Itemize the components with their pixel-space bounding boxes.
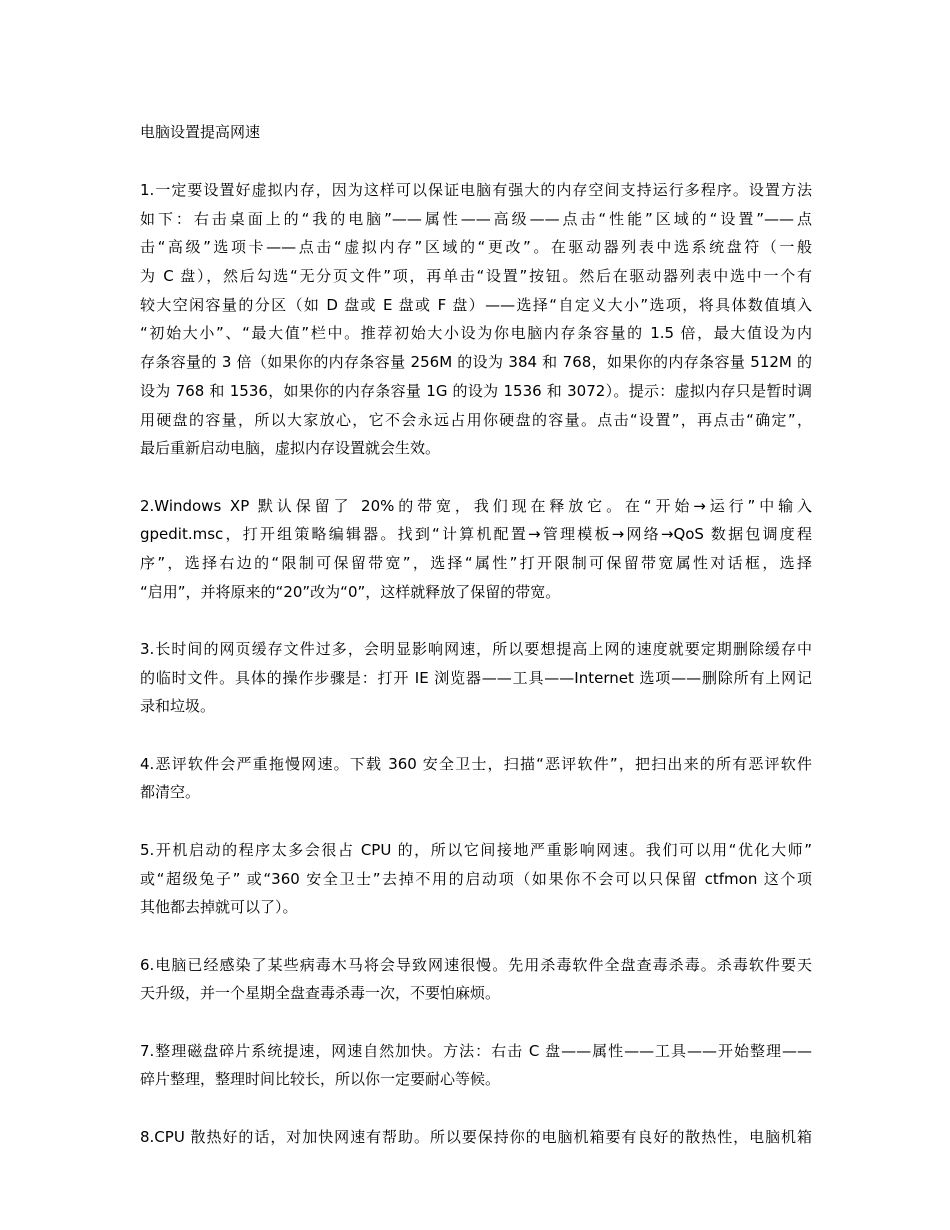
paragraph-line: gpedit.msc，打开组策略编辑器。找到“计算机配置→管理模板→网络→QoS 数据包调度程	[140, 525, 812, 544]
paragraph-5	[140, 836, 812, 922]
paragraph-7	[140, 1037, 812, 1094]
paragraph-line: 用硬盘的容量，所以大家放心，它不会永远占用你硬盘的容量。点击“设置”，再点击“确定”，	[140, 410, 812, 429]
document-body	[140, 176, 812, 1151]
paragraph-3	[140, 635, 812, 721]
paragraph-line: 击“高级”选项卡——点击“虚拟内存”区域的“更改”。在驱动器列表中选系统盘符（一般	[140, 238, 812, 257]
paragraph-line: 1.一定要设置好虚拟内存，因为这样可以保证电脑有强大的内存空间支持运行多程序。设置方法	[140, 181, 812, 199]
document-title: 电脑设置提高网速	[140, 123, 261, 141]
paragraph-line: 5.开机启动的程序太多会很占 CPU 的，所以它间接地严重影响网速。我们可以用“优化大师”	[140, 840, 812, 859]
paragraph-line: 2.Windows XP 默认保留了 20%的带宽，我们现在释放它。在“开始→运行”中输入	[140, 496, 812, 515]
paragraph-line: “初始大小”、“最大值”栏中。推荐初始大小设为你电脑内存条容量的 1.5 倍，最大值设为内	[140, 324, 812, 343]
paragraph-line: 4.恶评软件会严重拖慢网速。下载 360 安全卫士，扫描“恶评软件”，把扫出来的所有恶评软件	[140, 754, 812, 773]
paragraph-line: 7.整理磁盘碎片系统提速，网速自然加快。方法：右击 C 盘——属性——工具——开始整理——	[140, 1041, 812, 1060]
paragraph-line: 都清空。	[140, 783, 201, 802]
paragraph-line: 最后重新启动电脑，虚拟内存设置就会生效。	[140, 439, 441, 458]
paragraph-line: 或“超级兔子” 或“360 安全卫士”去掉不用的启动项（如果你不会可以只保留 ctfmon 这个项	[140, 869, 812, 888]
paragraph-line: “启用”，并将原来的“20”改为“0”，这样就释放了保留的带宽。	[140, 582, 561, 601]
paragraph-line: 较大空闲容量的分区（如 D 盘或 E 盘或 F 盘）——选择“自定义大小”选项，将具体数值填入	[140, 295, 812, 314]
paragraph-line: 8.CPU 散热好的话，对加快网速有帮助。所以要保持你的电脑机箱要有良好的散热性，电脑机箱	[140, 1127, 812, 1146]
paragraph-1	[140, 176, 812, 463]
paragraph-4	[140, 750, 812, 807]
paragraph-line: 3.长时间的网页缓存文件过多，会明显影响网速，所以要想提高上网的速度就要定期删除缓存中	[140, 640, 812, 658]
paragraph-line: 为 C 盘），然后勾选“无分页文件”项，再单击“设置”按钮。然后在驱动器列表中选中一个有	[140, 267, 812, 286]
paragraph-line: 设为 768 和 1536，如果你的内存条容量 1G 的设为 1536 和 3072）。提示：虚拟内存只是暂时调	[140, 381, 812, 400]
paragraph-line: 碎片整理，整理时间比较长，所以你一定要耐心等候。	[140, 1070, 501, 1089]
paragraph-line: 存条容量的 3 倍（如果你的内存条容量 256M 的设为 384 和 768，如果你的内存条容量 512M 的	[140, 353, 812, 372]
document-page	[140, 118, 812, 1151]
paragraph-line: 如下：右击桌面上的“我的电脑”——属性——高级——点击“性能”区域的“设置”——点	[140, 209, 812, 228]
paragraph-line: 录和垃圾。	[140, 697, 216, 716]
paragraph-line: 6.电脑已经感染了某些病毒木马将会导致网速很慢。先用杀毒软件全盘查毒杀毒。杀毒软件要天	[140, 955, 812, 974]
paragraph-line: 天升级，并一个星期全盘查毒杀毒一次，不要怕麻烦。	[140, 984, 501, 1003]
paragraph-6	[140, 951, 812, 1008]
paragraph-8	[140, 1123, 812, 1152]
paragraph-line: 序”，选择右边的“限制可保留带宽”，选择“属性”打开限制可保留带宽属性对话框，选择	[140, 553, 812, 572]
paragraph-line: 的临时文件。具体的操作步骤是：打开 IE 浏览器——工具——Internet 选项——删除所有上网记	[140, 668, 812, 687]
paragraph-2	[140, 492, 812, 607]
paragraph-line: 其他都去掉就可以了）。	[140, 898, 298, 917]
